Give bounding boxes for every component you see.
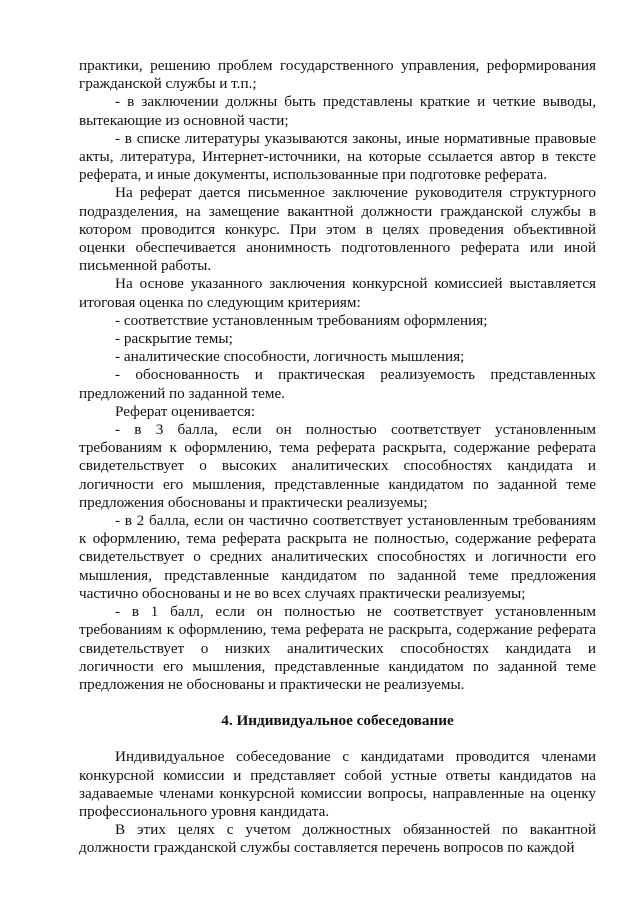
section-heading: 4. Индивидуальное собеседование <box>221 712 454 730</box>
paragraph-interview-2: В этих целях с учетом должностных обязанностей по вакантной должности гражданской службы составляется перечень вопросов по каждой <box>79 821 596 857</box>
paragraph-3: - в списке литературы указываются законы, иные нормативные правовые акты, литература, Интернет-источники, на которые ссылается автор в тексте реферата, и иные документы, использованные при подготовке реферата. <box>79 129 596 184</box>
paragraph-1: практики, решению проблем государственного управления, реформирования гражданской службы и т.п.; <box>79 57 596 93</box>
section-before <box>79 57 596 694</box>
rating-1-point: - в 1 балл, если он полностью не соответствует установленным требованиям к оформлению, тема реферата не раскрыта, содержание реферата свидетельствует о низких аналитических способностях кандидата и логичности его мышления, представленные кандидатом по заданной теме предложения не обоснованы и практически не реализуемы. <box>79 603 596 693</box>
paragraph-5: На основе указанного заключения конкурсной комиссией выставляется итоговая оценка по следующим критериям: <box>79 275 596 311</box>
rating-2-points: - в 2 балла, если он частично соответствует установленным требованиям к оформлению, тема реферата раскрыта не полностью, содержание реферата свидетельствует о средних аналитических способностях и логичности его мышления, представленные кандидатом по заданной теме предложения частично обоснованы и не во всех случаях практически реализуемы; <box>79 512 596 602</box>
criteria-item-4: - обоснованность и практическая реализуемость представленных предложений по заданной теме. <box>79 366 596 402</box>
criteria-item-2: - раскрытие темы; <box>115 330 233 348</box>
paragraph-interview-1: Индивидуальное собеседование с кандидатами проводится членами конкурсной комиссии и представляет собой устные ответы кандидатов на задаваемые членами конкурсной комиссии вопросы, направленные на оценку профессионального уровня кандидата. <box>79 748 596 820</box>
criteria-item-3: - аналитические способности, логичность мышления; <box>115 348 465 366</box>
paragraph-2: - в заключении должны быть представлены краткие и четкие выводы, вытекающие из основной части; <box>79 93 596 129</box>
paragraph-rating-intro: Реферат оценивается: <box>115 402 256 420</box>
criteria-item-1: - соответствие установленным требованиям оформления; <box>115 311 488 329</box>
paragraph-4: На реферат дается письменное заключение руководителя структурного подразделения, на замещение вакантной должности гражданской службы в котором проводится конкурс. При этом в целях проведения объективной оценки обеспечивается анонимность подготовленного реферата или иной письменной работы. <box>79 184 596 275</box>
section-after <box>79 748 596 857</box>
rating-3-points: - в 3 балла, если он полностью соответствует установленным требованиям к оформлению, тема реферата раскрыта, содержание реферата свидетельствует о высоких аналитических способностях кандидата и логичности его мышления, представленные кандидатом по заданной теме предложения обоснованы и практически реализуемы; <box>79 421 596 511</box>
